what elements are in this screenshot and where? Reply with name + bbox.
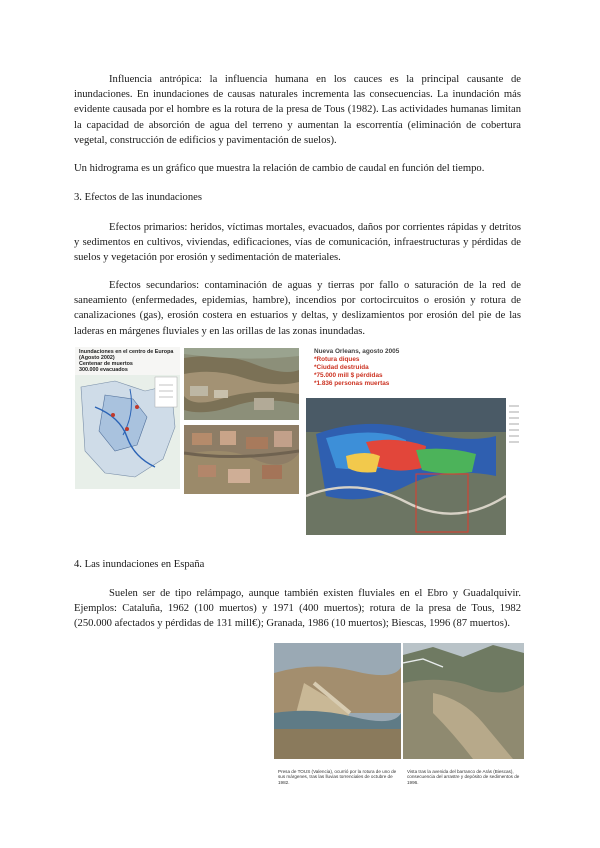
biescas-photo — [403, 643, 524, 759]
aerial-flood-photo-2 — [184, 425, 299, 494]
new-orleans-flood-map — [306, 346, 521, 535]
europe-map-evacuated: 300.000 evacuados — [79, 367, 128, 373]
paragraph-hidrograma: Un hidrograma es un gráfico que muestra la relación de cambio de caudal en función del tiempo. — [74, 163, 485, 174]
paragraph-efectos-secundarios: Efectos secundarios: contaminación de aguas y tierras por fallo o saturación de la red de saneamiento (enfermedades, epidemias, hambre), incendios por cortocircuitos o erosión y rotura de canalizaciones (gas), erosión costera en estuarios y deltas, y deslizamientos por erosión del pie de las laderas en márgenes fluviales y en las orillas de las zonas inundadas. — [74, 280, 521, 337]
europe-map-deaths: Centenar de muertos — [79, 361, 133, 367]
paragraph-influencia-antropica: Influencia antrópica: la influencia humana en los cauces es la principal causante de inundaciones. En inundaciones de causas naturales incrementa las consecuencias. La inundación más evidente causada por el hombre es la rotura de la presa de Tous (1982). Las actividades humanas limitan la capacidad de absorción de agua del terreno y aumentan la escorrentía (eliminación de cobertura vegetal, construcción de edificios y pavimentación de suelos). — [74, 74, 521, 146]
new-orleans-bullet-2: *Ciudad destruida — [314, 364, 369, 371]
aerial-flood-photo-1 — [184, 348, 299, 420]
europe-map-date: (Agosto 2002) — [79, 355, 115, 361]
tous-dam-photo — [274, 643, 401, 759]
heading-efectos: 3. Efectos de las inundaciones — [74, 192, 202, 203]
new-orleans-bullet-4: *1.836 personas muertas — [314, 380, 390, 387]
biescas-caption: Vista tras la avenida del barranco de Arás (Biescas), consecuencia del arrastre y depósito de sedimentos de 1996. — [407, 768, 520, 785]
new-orleans-title: Nueva Orleans, agosto 2005 — [314, 348, 400, 355]
europe-map-title: Inundaciones en el centro de Europa — [79, 349, 174, 355]
europe-flood-map-figure — [75, 347, 180, 489]
new-orleans-bullet-3: *75.000 mill $ pérdidas — [314, 372, 383, 379]
heading-espana: 4. Las inundaciones en España — [74, 559, 205, 570]
paragraph-espana: Suelen ser de tipo relámpago, aunque también existen fluviales en el Ebro y Guadalquivir. Ejemplos: Cataluña, 1962 (100 muertos) y 1971 (400 muertos); rotura de la presa de Tous, 1982 (250.000 afectados y pérdidas de 131 mill€); Granada, 1986 (10 muertos); Biescas, 1996 (87 muertos). — [74, 588, 521, 630]
paragraph-efectos-primarios: Efectos primarios: heridos, víctimas mortales, evacuados, daños por corrientes rápidas y detritos y sedimentos en cultivos, viviendas, edificaciones, vías de comunicación, infraestructuras y pérdidas de suelos y vegetación por erosión y sedimentación de materiales. — [74, 222, 521, 264]
new-orleans-bullet-1: *Rotura diques — [314, 356, 360, 363]
tous-dam-photo-figure — [274, 643, 401, 787]
biescas-photo-figure — [403, 643, 524, 787]
europe-map-graphic — [75, 347, 180, 489]
tous-dam-caption: Presa de TOUS (Valencia), ocurrió por la rotura de uno de sus márgenes, tras las lluvias torrenciales de octubre de 1982. — [278, 768, 397, 785]
